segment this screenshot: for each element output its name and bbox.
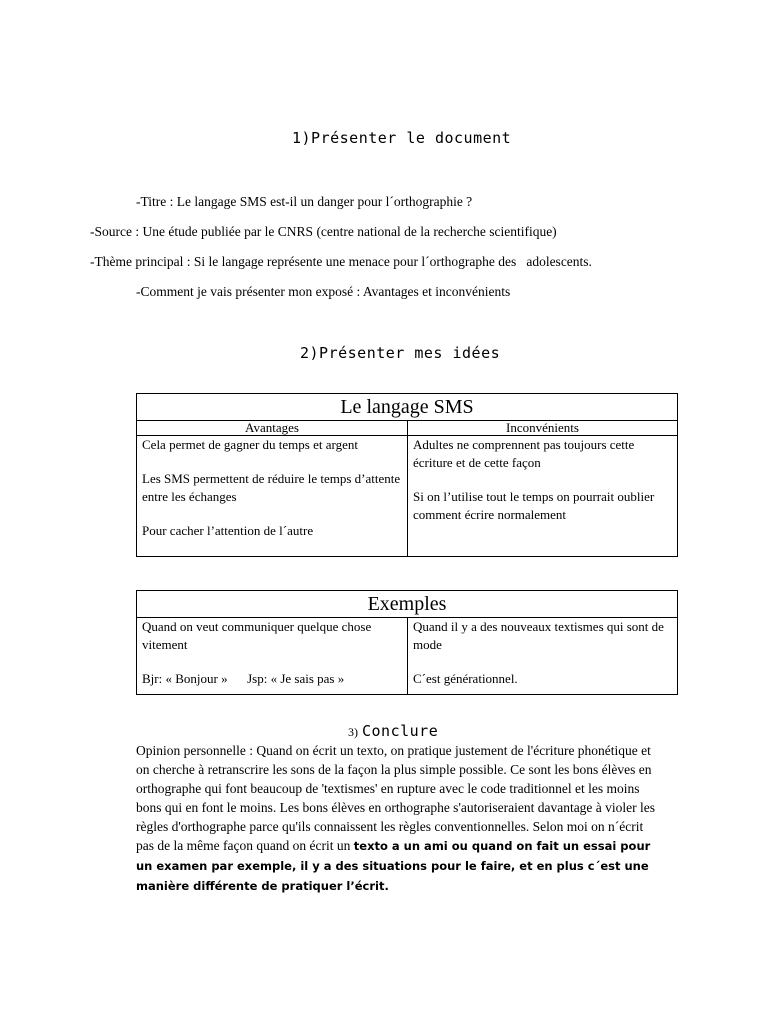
disadvantage-item: Adultes ne comprennent pas toujours cette écriture et de cette façon [413, 437, 635, 470]
disadvantage-item: Si on l’utilise tout le temps on pourrait oublier comment écrire normalement [413, 489, 655, 522]
section3-title: Conclure [362, 722, 439, 740]
disadvantages-cell [408, 436, 678, 557]
section3-number: 3) [348, 725, 358, 739]
conclusion-text: Opinion personnelle : Quand on écrit un texto, on pratique justement de l'écriture phonétique et on cherche à retranscrire les sons de la façon la plus simple possible. Ce sont les bons élèves en orthographe qui font beaucoup de 'textismes' en rupture avec le code traditionnel et les moins bons qui en font le moins. Les bons élèves en orthographe s'autoriseraient davantage à violer les règles d'orthographe parce qu'ils connaissent les règles conventionnelles. Selon moi on n´écrit pas de la même façon quand on écrit un [136, 743, 656, 853]
comment-line: -Comment je vais présenter mon exposé : Avantages et inconvénients [136, 284, 511, 299]
titre-line: -Titre : Le langage SMS est-il un danger pour l´orthographie ? [136, 194, 473, 209]
disadvantages-header: Inconvénients [408, 421, 678, 436]
advantages-header: Avantages [137, 421, 408, 436]
advantage-item: Pour cacher l’attention de l´autre [142, 523, 314, 538]
examples-table-title: Exemples [137, 591, 678, 618]
example-sample: Bjr: « Bonjour » Jsp: « Je sais pas » [142, 671, 345, 686]
advantage-item: Cela permet de gagner du temps et argent [142, 437, 358, 452]
section2-heading: 2)Présenter mes idées [300, 344, 501, 362]
section3-heading [348, 722, 438, 741]
sms-table [136, 393, 678, 557]
examples-right-cell [408, 618, 678, 695]
advantages-cell [137, 436, 408, 557]
examples-table [136, 590, 678, 695]
source-line: -Source : Une étude publiée par le CNRS (centre national de la recherche scientifique) [90, 224, 557, 239]
example-description: Quand on veut communiquer quelque chose vitement [142, 619, 372, 652]
theme-line: -Thème principal : Si le langage représente une menace pour l´orthographe des adolescents. [90, 254, 592, 269]
conclusion-paragraph [136, 741, 656, 896]
examples-left-cell [137, 618, 408, 695]
example-description: Quand il y a des nouveaux textismes qui sont de mode [413, 619, 664, 652]
advantage-item: Les SMS permettent de réduire le temps d’attente entre les échanges [142, 471, 401, 504]
conclusion-bold-text: texto a un ami ou quand on fait un essai pour un examen par exemple, il y a des situations pour le faire, et en plus c´est une manière différente de pratiquer l’écrit. [136, 839, 651, 893]
sms-table-title: Le langage SMS [137, 394, 678, 421]
example-sample: C´est générationnel. [413, 671, 518, 686]
section1-heading: 1)Présenter le document [292, 129, 512, 147]
